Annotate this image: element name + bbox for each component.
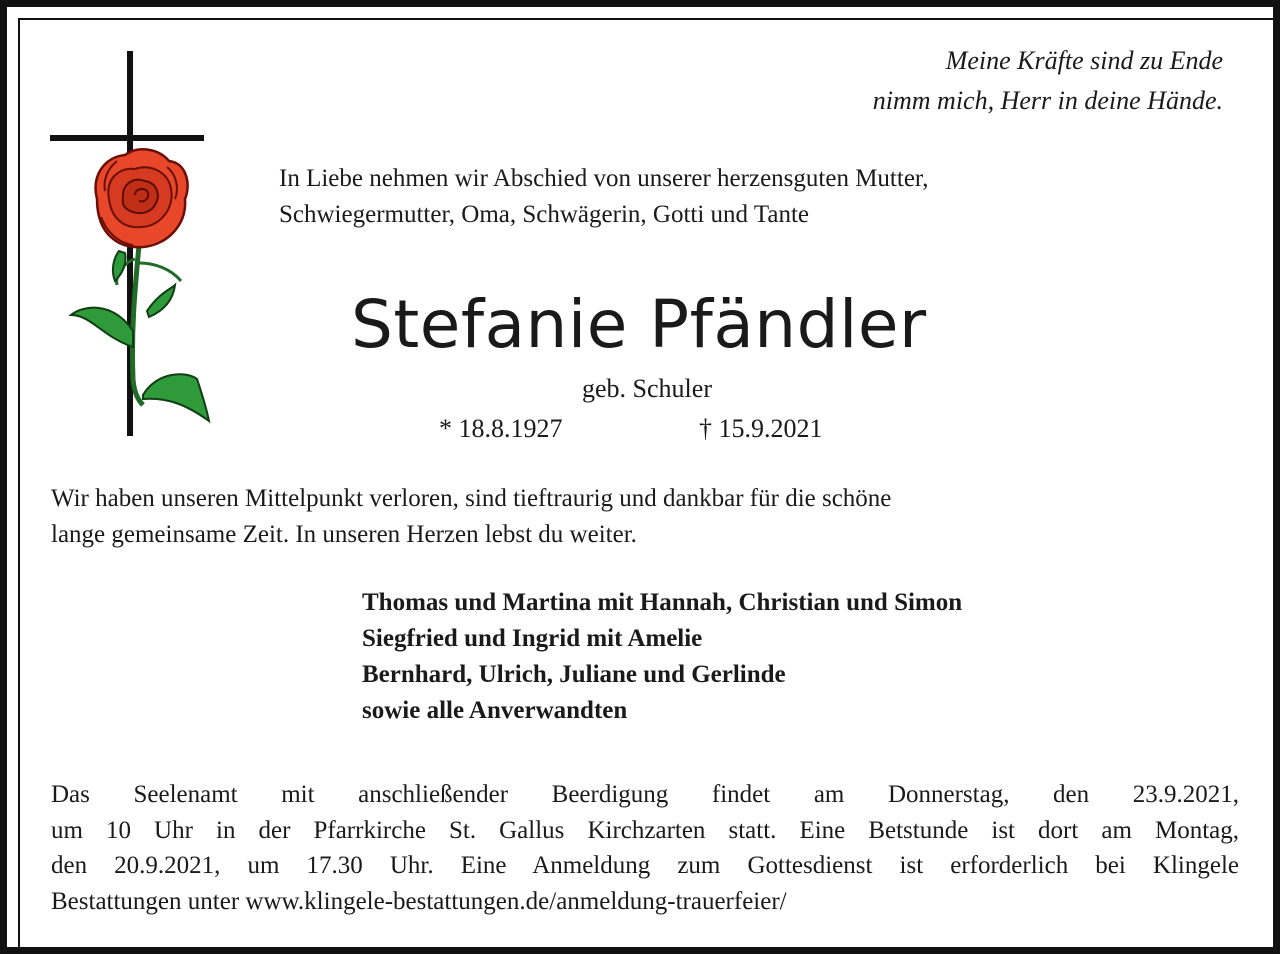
intro-line-1: In Liebe nehmen wir Abschied von unserer herzensguten Mutter,: [279, 165, 929, 192]
mourners-line: Siegfried und Ingrid mit Amelie: [362, 625, 703, 652]
mourners-line: Thomas und Martina mit Hannah, Christian und Simon: [362, 589, 963, 616]
mourners-list: [362, 585, 962, 729]
birth-date: * 18.8.1927: [439, 414, 563, 443]
verse-line-1: Meine Kräfte sind zu Ende: [945, 46, 1223, 75]
verse-line-2: nimm mich, Herr in deine Hände.: [872, 86, 1223, 115]
verse: [873, 41, 1223, 121]
notice-line: um 10 Uhr in der Pfarrkirche St. Gallus Kirchzarten statt. Eine Betstunde ist dort am Montag,: [51, 816, 1239, 844]
born-name-row: [7, 371, 1280, 407]
remembrance-text: [51, 481, 1231, 553]
notice-line: Das Seelenamt mit anschließender Beerdigung findet am Donnerstag, den 23.9.2021,: [51, 781, 1239, 808]
intro-line-2: Schwiegermutter, Oma, Schwägerin, Gotti und Tante: [279, 201, 809, 228]
notice-line: den 20.9.2021, um 17.30 Uhr. Eine Anmeldung zum Gottesdienst ist erforderlich bei Klingele: [51, 852, 1239, 879]
funeral-notice: [51, 777, 1239, 919]
notice-line: Bestattungen unter www.klingele-bestattungen.de/anmeldung-trauerfeier/: [51, 887, 787, 915]
mourners-line: sowie alle Anverwandten: [362, 697, 628, 724]
remembrance-line-1: Wir haben unseren Mittelpunkt verloren, sind tieftraurig und dankbar für die schöne: [51, 485, 892, 512]
death-date: † 15.9.2021: [699, 414, 823, 443]
intro-text: [279, 161, 929, 233]
born-name: geb. Schuler: [582, 374, 712, 403]
mourners-line: Bernhard, Ulrich, Juliane und Gerlinde: [362, 661, 786, 688]
deceased-name: Stefanie Pfändler: [351, 286, 927, 363]
remembrance-line-2: lange gemeinsame Zeit. In unseren Herzen lebst du weiter.: [51, 521, 637, 548]
